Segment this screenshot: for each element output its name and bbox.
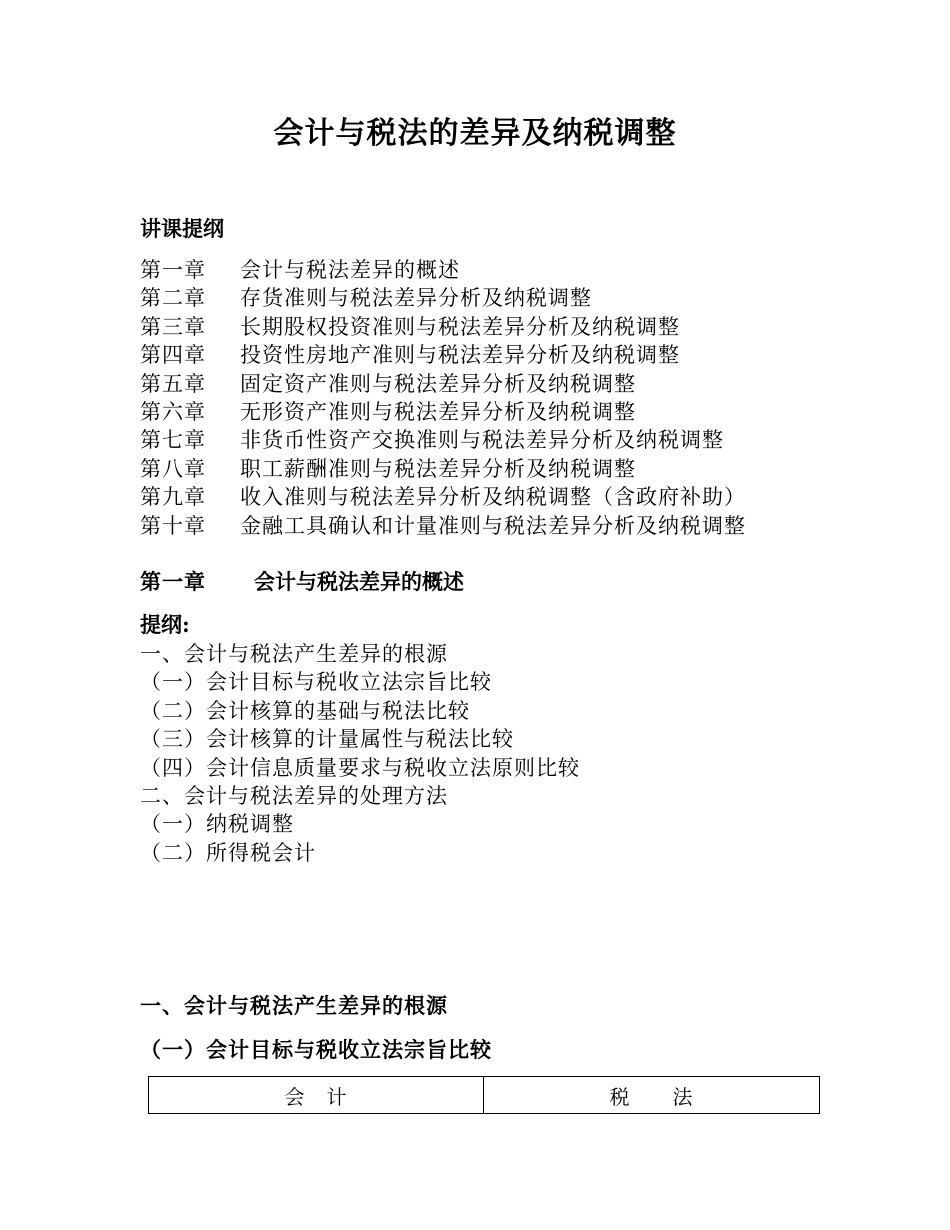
- chapter-number: 第五章: [140, 371, 206, 396]
- chapter-item: [140, 426, 840, 454]
- chapter-item: [140, 284, 840, 312]
- chapter-one-heading: [140, 566, 464, 598]
- table-header-tax-law: 税 法: [483, 1077, 819, 1114]
- chapter-number: 第八章: [140, 456, 206, 481]
- chapter-number: 第一章: [140, 258, 206, 282]
- chapter-title: 存货准则与税法差异分析及纳税调整: [240, 286, 592, 311]
- chapter-title: 收入准则与税法差异分析及纳税调整（含政府补助）: [240, 485, 746, 510]
- chapter-number: 第四章: [140, 343, 206, 368]
- chapter-one-outline: [140, 610, 840, 867]
- subsection-heading: （一）会计目标与税收立法宗旨比较: [140, 1037, 492, 1062]
- outline-item: （四）会计信息质量要求与税收立法原则比较: [140, 755, 580, 780]
- table-header-row: [149, 1077, 820, 1114]
- outline-item: （三）会计核算的计量属性与税法比较: [140, 727, 514, 752]
- outline-item: 二、会计与税法差异的处理方法: [140, 783, 448, 808]
- chapter-item: [140, 256, 840, 284]
- chapter-one-number: 第一章: [140, 569, 206, 594]
- chapter-item: [140, 313, 840, 341]
- chapter-number: 第九章: [140, 485, 206, 510]
- outline-heading: 讲课提纲: [140, 216, 224, 241]
- chapter-number: 第十章: [140, 513, 206, 538]
- chapter-title: 非货币性资产交换准则与税法差异分析及纳税调整: [240, 428, 724, 453]
- outline-item: （二）所得税会计: [140, 840, 316, 865]
- comparison-table: [148, 1076, 820, 1114]
- outline-item: （一）会计目标与税收立法宗旨比较: [140, 670, 492, 695]
- section-heading: 一、会计与税法产生差异的根源: [140, 993, 448, 1018]
- outline-item: （一）纳税调整: [140, 812, 294, 837]
- chapter-number: 第三章: [140, 314, 206, 339]
- chapter-title: 职工薪酬准则与税法差异分析及纳税调整: [240, 456, 636, 481]
- chapter-item: [140, 455, 840, 483]
- chapter-title: 会计与税法差异的概述: [240, 258, 460, 282]
- chapter-number: 第二章: [140, 286, 206, 311]
- chapter-item: [140, 512, 840, 540]
- chapter-list: [140, 256, 840, 540]
- outline-item: 一、会计与税法产生差异的根源: [140, 642, 448, 666]
- chapter-item: [140, 370, 840, 398]
- chapter-item: [140, 341, 840, 369]
- chapter-title: 金融工具确认和计量准则与税法差异分析及纳税调整: [240, 513, 746, 538]
- outline-label: 提纲:: [140, 612, 190, 637]
- document-title: 会计与税法的差异及纳税调整: [273, 116, 677, 151]
- chapter-number: 第六章: [140, 399, 206, 424]
- chapter-one-title: 会计与税法差异的概述: [254, 569, 464, 594]
- chapter-title: 无形资产准则与税法差异分析及纳税调整: [240, 399, 636, 424]
- outline-item: （二）会计核算的基础与税法比较: [140, 698, 470, 723]
- chapter-title: 固定资产准则与税法差异分析及纳税调整: [240, 371, 636, 396]
- chapter-item: [140, 398, 840, 426]
- chapter-title: 投资性房地产准则与税法差异分析及纳税调整: [240, 343, 680, 368]
- chapter-title: 长期股权投资准则与税法差异分析及纳税调整: [240, 314, 680, 339]
- table-header-accounting: 会 计: [149, 1077, 484, 1114]
- chapter-item: [140, 483, 840, 511]
- chapter-number: 第七章: [140, 428, 206, 453]
